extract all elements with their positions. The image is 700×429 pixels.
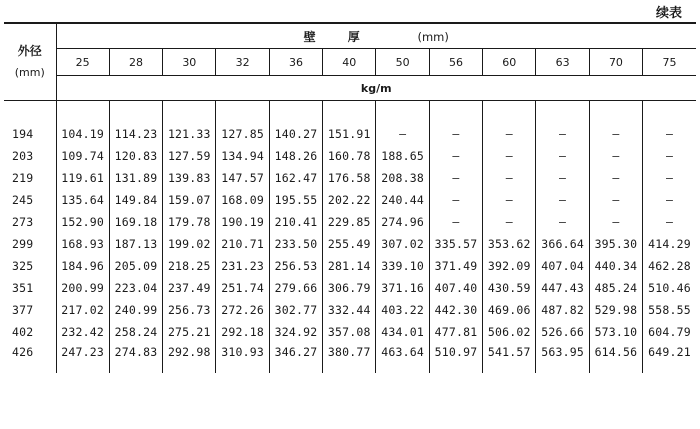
mass-cell: 604.79 (643, 321, 696, 343)
mass-cell: — (376, 123, 429, 145)
mass-cell: 346.27 (269, 343, 322, 373)
spacer-cell (376, 101, 429, 124)
mass-cell: — (483, 189, 536, 211)
mass-cell: 403.22 (376, 299, 429, 321)
mass-cell: 202.22 (323, 189, 376, 211)
spacer-cell (163, 101, 216, 124)
mass-cell: 217.02 (56, 299, 109, 321)
outer-diameter-cell: 194 (4, 123, 56, 145)
mass-cell: 274.96 (376, 211, 429, 233)
thickness-header-cell: 25 (56, 49, 109, 76)
spacer-cell (109, 101, 162, 124)
mass-cell: 541.57 (483, 343, 536, 373)
mass-cell: 179.78 (163, 211, 216, 233)
mass-cell: 332.44 (323, 299, 376, 321)
spacer-cell (56, 101, 109, 124)
mass-cell: — (536, 123, 589, 145)
mass-cell: 307.02 (376, 233, 429, 255)
thickness-header-cell: 28 (109, 49, 162, 76)
mass-cell: 272.26 (216, 299, 269, 321)
spacer-cell (269, 101, 322, 124)
spacer-row (4, 101, 696, 124)
wall-thickness-header (56, 24, 696, 49)
thickness-header-cell: 30 (163, 49, 216, 76)
mass-cell: 353.62 (483, 233, 536, 255)
mass-cell: — (536, 211, 589, 233)
mass-cell: 392.09 (483, 255, 536, 277)
mass-cell: 371.49 (429, 255, 482, 277)
mass-cell: 558.55 (643, 299, 696, 321)
mass-cell: 573.10 (589, 321, 642, 343)
outer-diameter-cell: 325 (4, 255, 56, 277)
mass-cell: 104.19 (56, 123, 109, 145)
mass-cell: — (643, 145, 696, 167)
outer-diameter-cell: 203 (4, 145, 56, 167)
mass-cell: 210.41 (269, 211, 322, 233)
mass-cell: — (643, 167, 696, 189)
mass-cell: — (643, 123, 696, 145)
mass-cell: 121.33 (163, 123, 216, 145)
mass-cell: 380.77 (323, 343, 376, 373)
mass-cell: 487.82 (536, 299, 589, 321)
mass-cell: 434.01 (376, 321, 429, 343)
outer-diameter-cell: 273 (4, 211, 56, 233)
table-row (4, 211, 696, 233)
mass-cell: 442.30 (429, 299, 482, 321)
outer-diameter-cell: 377 (4, 299, 56, 321)
mass-cell: 477.81 (429, 321, 482, 343)
thickness-header-cell: 63 (536, 49, 589, 76)
mass-cell: 292.98 (163, 343, 216, 373)
mass-cell: 114.23 (109, 123, 162, 145)
mass-cell: 131.89 (109, 167, 162, 189)
mass-cell: 159.07 (163, 189, 216, 211)
outer-diameter-unit: (mm) (14, 66, 45, 79)
mass-cell: — (429, 123, 482, 145)
table-row (4, 167, 696, 189)
mass-cell: 240.99 (109, 299, 162, 321)
spacer-cell (323, 101, 376, 124)
mass-cell: — (643, 189, 696, 211)
thickness-header-cell: 50 (376, 49, 429, 76)
mass-cell: 302.77 (269, 299, 322, 321)
mass-cell: 176.58 (323, 167, 376, 189)
mass-cell: — (536, 189, 589, 211)
spacer-cell (536, 101, 589, 124)
mass-cell: 407.40 (429, 277, 482, 299)
mass-cell: 119.61 (56, 167, 109, 189)
mass-cell: 134.94 (216, 145, 269, 167)
outer-diameter-cell: 351 (4, 277, 56, 299)
mass-cell: 255.49 (323, 233, 376, 255)
spacer-cell (483, 101, 536, 124)
mass-cell: 127.59 (163, 145, 216, 167)
mass-cell: — (483, 145, 536, 167)
spacer-cell (589, 101, 642, 124)
table-row (4, 233, 696, 255)
mass-cell: 469.06 (483, 299, 536, 321)
mass-cell: 208.38 (376, 167, 429, 189)
mass-cell: 169.18 (109, 211, 162, 233)
mass-cell: 233.50 (269, 233, 322, 255)
mass-cell: 274.83 (109, 343, 162, 373)
table-row (4, 277, 696, 299)
mass-cell: 292.18 (216, 321, 269, 343)
thickness-header-row (4, 49, 696, 76)
mass-cell: 462.28 (643, 255, 696, 277)
mass-cell: — (429, 167, 482, 189)
mass-cell: 160.78 (323, 145, 376, 167)
mass-cell: 324.92 (269, 321, 322, 343)
spacer-cell (643, 101, 696, 124)
outer-diameter-cell: 402 (4, 321, 56, 343)
mass-cell: — (429, 211, 482, 233)
mass-cell: 440.34 (589, 255, 642, 277)
mass-cell: — (589, 123, 642, 145)
mass-cell: — (536, 145, 589, 167)
mass-cell: 200.99 (56, 277, 109, 299)
mass-cell: 199.02 (163, 233, 216, 255)
thickness-header-cell: 75 (643, 49, 696, 76)
mass-cell: 223.04 (109, 277, 162, 299)
mass-cell: 151.91 (323, 123, 376, 145)
spacer-cell (429, 101, 482, 124)
thickness-header-cell: 40 (323, 49, 376, 76)
mass-cell: 210.71 (216, 233, 269, 255)
mass-cell: 168.93 (56, 233, 109, 255)
mass-cell: — (483, 123, 536, 145)
mass-cell: 188.65 (376, 145, 429, 167)
mass-cell: 147.57 (216, 167, 269, 189)
mass-cell: 563.95 (536, 343, 589, 373)
mass-cell: 139.83 (163, 167, 216, 189)
mass-cell: 485.24 (589, 277, 642, 299)
outer-diameter-cell: 219 (4, 167, 56, 189)
mass-cell: 310.93 (216, 343, 269, 373)
mass-cell: 306.79 (323, 277, 376, 299)
mass-cell: 256.53 (269, 255, 322, 277)
thickness-header-cell: 60 (483, 49, 536, 76)
mass-cell: 205.09 (109, 255, 162, 277)
mass-cell: — (589, 189, 642, 211)
mass-unit-header: kg/m (56, 76, 696, 101)
mass-cell: 529.98 (589, 299, 642, 321)
mass-cell: 414.29 (643, 233, 696, 255)
mass-cell: 463.64 (376, 343, 429, 373)
outer-diameter-cell: 426 (4, 343, 56, 373)
mass-cell: 168.09 (216, 189, 269, 211)
mass-cell: — (536, 167, 589, 189)
mass-cell: 407.04 (536, 255, 589, 277)
thickness-header-cell: 36 (269, 49, 322, 76)
mass-cell: — (643, 211, 696, 233)
table-row (4, 255, 696, 277)
mass-cell: — (429, 189, 482, 211)
mass-cell: 120.83 (109, 145, 162, 167)
mass-cell: 649.21 (643, 343, 696, 373)
mass-cell: 256.73 (163, 299, 216, 321)
mass-cell: 366.64 (536, 233, 589, 255)
mass-cell: 231.23 (216, 255, 269, 277)
outer-diameter-cell: 245 (4, 189, 56, 211)
mass-cell: 184.96 (56, 255, 109, 277)
mass-cell: 162.47 (269, 167, 322, 189)
mass-cell: 614.56 (589, 343, 642, 373)
thickness-header-cell: 32 (216, 49, 269, 76)
mass-cell: 447.43 (536, 277, 589, 299)
mass-cell: 506.02 (483, 321, 536, 343)
mass-cell: 430.59 (483, 277, 536, 299)
mass-cell: 281.14 (323, 255, 376, 277)
mass-cell: 127.85 (216, 123, 269, 145)
table-row (4, 343, 696, 373)
mass-cell: 510.46 (643, 277, 696, 299)
spacer-cell (216, 101, 269, 124)
outer-diameter-header (4, 24, 56, 101)
mass-cell: 357.08 (323, 321, 376, 343)
mass-cell: 109.74 (56, 145, 109, 167)
mass-cell: 149.84 (109, 189, 162, 211)
table-body (4, 101, 696, 374)
mass-cell: 195.55 (269, 189, 322, 211)
mass-cell: 152.90 (56, 211, 109, 233)
mass-cell: 135.64 (56, 189, 109, 211)
mass-cell: 247.23 (56, 343, 109, 373)
outer-diameter-cell: 299 (4, 233, 56, 255)
steel-pipe-weight-table (4, 22, 696, 373)
mass-cell: — (589, 167, 642, 189)
mass-cell: — (589, 211, 642, 233)
mass-cell: 395.30 (589, 233, 642, 255)
mass-cell: 187.13 (109, 233, 162, 255)
table-row (4, 321, 696, 343)
mass-cell: — (429, 145, 482, 167)
mass-cell: 371.16 (376, 277, 429, 299)
wall-thickness-label: 壁 厚 (303, 29, 374, 44)
mass-cell: 140.27 (269, 123, 322, 145)
mass-cell: 339.10 (376, 255, 429, 277)
wall-thickness-unit: (mm) (417, 29, 449, 44)
mass-cell: 251.74 (216, 277, 269, 299)
mass-cell: 510.97 (429, 343, 482, 373)
mass-cell: 279.66 (269, 277, 322, 299)
mass-cell: 526.66 (536, 321, 589, 343)
mass-cell: 190.19 (216, 211, 269, 233)
mass-cell: 148.26 (269, 145, 322, 167)
table-row (4, 189, 696, 211)
mass-cell: — (483, 211, 536, 233)
mass-cell: 229.85 (323, 211, 376, 233)
mass-cell: 275.21 (163, 321, 216, 343)
thickness-header-cell: 70 (589, 49, 642, 76)
table-row (4, 299, 696, 321)
mass-cell: 240.44 (376, 189, 429, 211)
spacer-cell (4, 101, 56, 124)
thickness-header-cell: 56 (429, 49, 482, 76)
mass-cell: 258.24 (109, 321, 162, 343)
table-row (4, 123, 696, 145)
table-row (4, 145, 696, 167)
outer-diameter-label: 外径 (17, 44, 42, 58)
mass-cell: 237.49 (163, 277, 216, 299)
mass-cell: — (589, 145, 642, 167)
mass-cell: — (483, 167, 536, 189)
continued-label: 续表 (655, 6, 682, 21)
mass-cell: 218.25 (163, 255, 216, 277)
mass-cell: 335.57 (429, 233, 482, 255)
mass-cell: 232.42 (56, 321, 109, 343)
